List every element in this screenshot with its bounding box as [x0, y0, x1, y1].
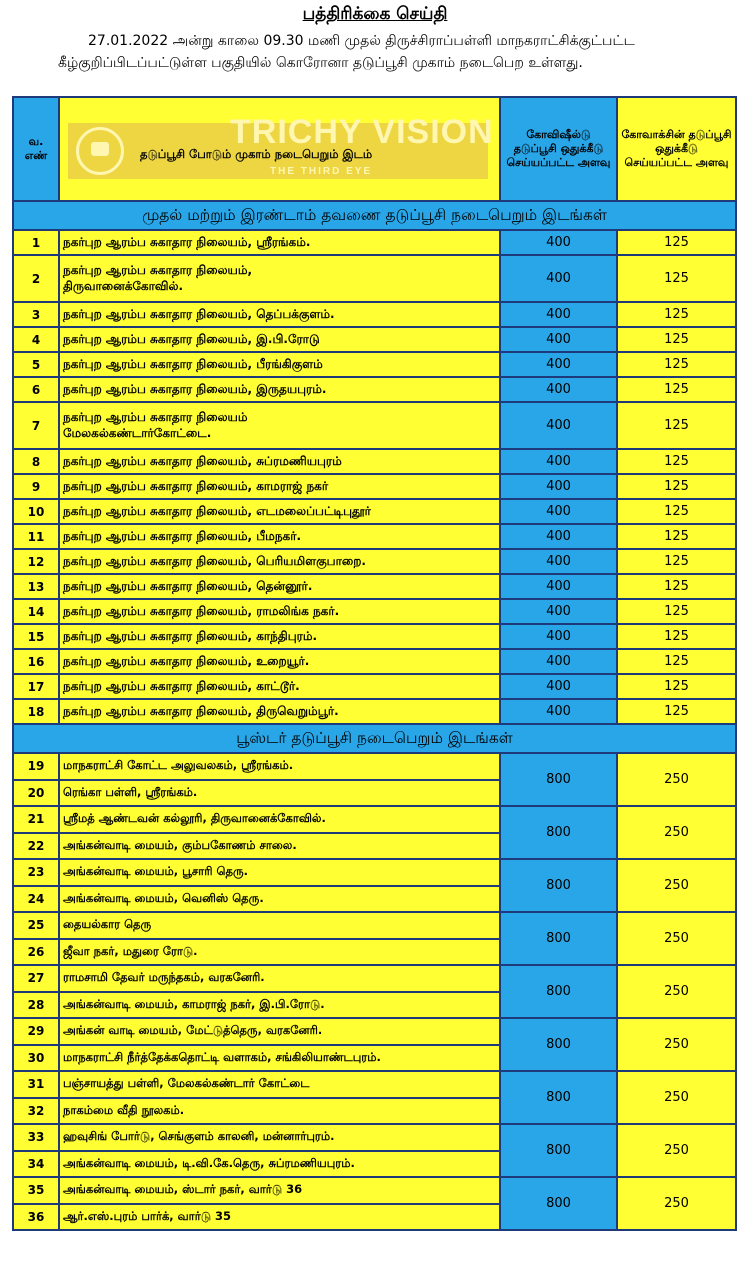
row-place — [59, 699, 500, 724]
row-number: 24 — [13, 886, 59, 913]
place-line: நகர்புற ஆரம்ப சுகாதார நிலையம், இ.பி.ரோடு — [63, 331, 320, 346]
row-number: 19 — [13, 753, 59, 780]
covaxin-qty: 125 — [617, 255, 736, 302]
place-line-2: திருவானைக்கோவில். — [63, 278, 184, 293]
covishield-qty: 400 — [500, 230, 617, 255]
header-place-label: தடுப்பூசி போடும் முகாம் நடைபெறும் இடம் — [140, 147, 373, 161]
covishield-qty: 800 — [500, 806, 617, 859]
covishield-qty: 400 — [500, 449, 617, 474]
row-place: பஞ்சாயத்து பள்ளி, மேலகல்கண்டார் கோட்டை — [59, 1071, 500, 1098]
place-line: நகர்புற ஆரம்ப சுகாதார நிலையம், தெப்பக்குளம். — [63, 306, 335, 321]
covaxin-qty: 125 — [617, 327, 736, 352]
row-number: 26 — [13, 939, 59, 966]
covaxin-qty: 125 — [617, 302, 736, 327]
row-place — [59, 402, 500, 449]
vaccination-table — [12, 96, 737, 1231]
row-place — [59, 624, 500, 649]
page-title: பத்திரிக்கை செய்தி — [302, 4, 448, 24]
place-line: நகர்புற ஆரம்ப சுகாதார நிலையம், ஸ்ரீரங்கம். — [63, 234, 311, 249]
row-number: 27 — [13, 965, 59, 992]
row-number: 14 — [13, 599, 59, 624]
row-place: மாநகராட்சி கோட்ட அலுவலகம், ஸ்ரீரங்கம். — [59, 753, 500, 780]
row-number: 23 — [13, 859, 59, 886]
covishield-qty: 400 — [500, 574, 617, 599]
covaxin-qty: 250 — [617, 1177, 736, 1230]
covaxin-qty: 125 — [617, 599, 736, 624]
covishield-qty: 800 — [500, 1071, 617, 1124]
row-place: அங்கன்வாடி மையம், பூசாரி தெரு. — [59, 859, 500, 886]
row-number: 22 — [13, 833, 59, 860]
row-number: 18 — [13, 699, 59, 724]
covishield-qty: 400 — [500, 302, 617, 327]
covishield-qty: 400 — [500, 377, 617, 402]
row-place — [59, 649, 500, 674]
intro-text — [58, 30, 748, 74]
covishield-qty: 400 — [500, 352, 617, 377]
place-line: நகர்புற ஆரம்ப சுகாதார நிலையம், காந்திபுரம். — [63, 628, 318, 643]
table-row — [13, 449, 736, 474]
row-place — [59, 327, 500, 352]
table-row — [13, 699, 736, 724]
covishield-qty: 800 — [500, 1018, 617, 1071]
table-row — [13, 402, 736, 449]
covaxin-qty: 125 — [617, 574, 736, 599]
place-line: நகர்புற ஆரம்ப சுகாதார நிலையம், இருதயபுரம். — [63, 381, 327, 396]
place-line: நகர்புற ஆரம்ப சுகாதார நிலையம், ராமலிங்க நகர். — [63, 603, 340, 618]
covaxin-qty: 250 — [617, 912, 736, 965]
covaxin-qty: 250 — [617, 859, 736, 912]
row-number: 30 — [13, 1045, 59, 1072]
covaxin-qty: 250 — [617, 1071, 736, 1124]
table-row — [13, 302, 736, 327]
place-line: நகர்புற ஆரம்ப சுகாதார நிலையம், காட்டூர். — [63, 678, 300, 693]
row-place: மாநகராட்சி நீர்த்தேக்கதொட்டி வளாகம், சங்கிலியாண்டபுரம். — [59, 1045, 500, 1072]
covaxin-qty: 125 — [617, 449, 736, 474]
row-number: 28 — [13, 992, 59, 1019]
place-line: நகர்புற ஆரம்ப சுகாதார நிலையம், திருவெறும்பூர். — [63, 703, 339, 718]
table-row — [13, 255, 736, 302]
row-place: அங்கன்வாடி மையம், காமராஜ் நகர், இ.பி.ரோடு. — [59, 992, 500, 1019]
row-place: ரெங்கா பள்ளி, ஸ்ரீரங்கம். — [59, 780, 500, 807]
row-number: 3 — [13, 302, 59, 327]
covaxin-qty: 125 — [617, 230, 736, 255]
row-place — [59, 377, 500, 402]
section-row — [13, 201, 736, 230]
row-number: 15 — [13, 624, 59, 649]
header-covishield: கோவிஷீல்டு தடுப்பூசி ஒதுக்கீடு செய்யப்பட்ட அளவு — [500, 97, 617, 201]
covishield-qty: 400 — [500, 549, 617, 574]
section-2-title: பூஸ்டர் தடுப்பூசி நடைபெறும் இடங்கள் — [13, 724, 736, 753]
header-sno: வ. எண் — [13, 97, 59, 201]
row-place: ராமசாமி தேவர் மருந்தகம், வரகனேரி. — [59, 965, 500, 992]
row-place — [59, 352, 500, 377]
row-number: 16 — [13, 649, 59, 674]
covishield-qty: 800 — [500, 859, 617, 912]
row-number: 6 — [13, 377, 59, 402]
covishield-qty: 400 — [500, 255, 617, 302]
table-row — [13, 1177, 736, 1204]
row-place — [59, 449, 500, 474]
row-place: அங்கன்வாடி மையம், டி.வி.கே.தெரு, சுப்ரமணியபுரம். — [59, 1151, 500, 1178]
place-line: நகர்புற ஆரம்ப சுகாதார நிலையம் — [63, 409, 248, 424]
section-row — [13, 724, 736, 753]
place-line: நகர்புற ஆரம்ப சுகாதார நிலையம், — [63, 262, 253, 277]
table-row — [13, 574, 736, 599]
row-number: 1 — [13, 230, 59, 255]
row-number: 17 — [13, 674, 59, 699]
table-row — [13, 1018, 736, 1045]
eye-logo-icon — [76, 127, 124, 175]
row-place: ஸ்ரீமத் ஆண்டவன் கல்லூரி, திருவானைக்கோவில். — [59, 806, 500, 833]
table-row — [13, 753, 736, 780]
row-place: அங்கன்வாடி மையம், கும்பகோணம் சாலை. — [59, 833, 500, 860]
covishield-qty: 400 — [500, 524, 617, 549]
row-place — [59, 474, 500, 499]
row-number: 4 — [13, 327, 59, 352]
table-row — [13, 474, 736, 499]
covaxin-qty: 250 — [617, 1124, 736, 1177]
covaxin-qty: 250 — [617, 806, 736, 859]
row-number: 21 — [13, 806, 59, 833]
covaxin-qty: 125 — [617, 524, 736, 549]
row-place: ஜீவா நகர், மதுரை ரோடு. — [59, 939, 500, 966]
table-row — [13, 352, 736, 377]
row-number: 20 — [13, 780, 59, 807]
header-covaxin: கோவாக்சின் தடுப்பூசி ஒதுக்கீடு செய்யப்பட்ட அளவு — [617, 97, 736, 201]
place-line-2: மேலகல்கண்டார்கோட்டை. — [63, 425, 212, 440]
row-place: தையல்கார தெரு — [59, 912, 500, 939]
place-line: நகர்புற ஆரம்ப சுகாதார நிலையம், தென்னூர். — [63, 578, 313, 593]
covaxin-qty: 125 — [617, 624, 736, 649]
table-row — [13, 859, 736, 886]
row-number: 5 — [13, 352, 59, 377]
row-place — [59, 599, 500, 624]
table-row — [13, 965, 736, 992]
covishield-qty: 400 — [500, 402, 617, 449]
covaxin-qty: 125 — [617, 377, 736, 402]
row-number: 34 — [13, 1151, 59, 1178]
table-row — [13, 599, 736, 624]
covaxin-qty: 125 — [617, 674, 736, 699]
table-row — [13, 524, 736, 549]
table-row — [13, 377, 736, 402]
place-line: நகர்புற ஆரம்ப சுகாதார நிலையம், சுப்ரமணியபுரம் — [63, 453, 342, 468]
row-place — [59, 674, 500, 699]
watermark — [60, 111, 499, 187]
covaxin-qty: 125 — [617, 699, 736, 724]
table-row — [13, 230, 736, 255]
table-row — [13, 499, 736, 524]
table-row — [13, 1071, 736, 1098]
row-number: 25 — [13, 912, 59, 939]
intro-line-1: 27.01.2022 அன்று காலை 09.30 மணி முதல் திருச்சிராப்பள்ளி மாநகராட்சிக்குட்பட்ட — [88, 33, 635, 49]
row-number: 36 — [13, 1204, 59, 1231]
row-number: 9 — [13, 474, 59, 499]
row-number: 11 — [13, 524, 59, 549]
row-place — [59, 499, 500, 524]
table-row — [13, 1124, 736, 1151]
covishield-qty: 400 — [500, 499, 617, 524]
watermark-tagline: THE THIRD EYE — [270, 166, 373, 177]
row-place: ஹவுசிங் போர்டு, செங்குளம் காலனி, மன்னார்புரம். — [59, 1124, 500, 1151]
row-number: 8 — [13, 449, 59, 474]
row-place: நாகம்மை வீதி நூலகம். — [59, 1098, 500, 1125]
covaxin-qty: 250 — [617, 1018, 736, 1071]
table-row — [13, 549, 736, 574]
table-row — [13, 327, 736, 352]
covishield-qty: 800 — [500, 912, 617, 965]
covaxin-qty: 125 — [617, 352, 736, 377]
covaxin-qty: 125 — [617, 499, 736, 524]
covishield-qty: 400 — [500, 699, 617, 724]
table-row — [13, 624, 736, 649]
row-number: 12 — [13, 549, 59, 574]
row-place: அங்கன்வாடி மையம், வெனிஸ் தெரு. — [59, 886, 500, 913]
intro-line-2: கீழ்குறிப்பிடப்பட்டுள்ள பகுதியில் கொரோனா தடுப்பூசி முகாம் நடைபெற உள்ளது. — [58, 55, 583, 71]
row-number: 13 — [13, 574, 59, 599]
table-row — [13, 649, 736, 674]
row-place: அங்கன்வாடி மையம், ஸ்டார் நகர், வார்டு 36 — [59, 1177, 500, 1204]
table-row — [13, 912, 736, 939]
covaxin-qty: 125 — [617, 474, 736, 499]
covishield-qty: 800 — [500, 1124, 617, 1177]
covaxin-qty: 125 — [617, 549, 736, 574]
row-number: 2 — [13, 255, 59, 302]
covishield-qty: 800 — [500, 965, 617, 1018]
place-line: நகர்புற ஆரம்ப சுகாதார நிலையம், காமராஜ் நகர் — [63, 478, 329, 493]
covaxin-qty: 250 — [617, 753, 736, 806]
row-place: ஆர்.எஸ்.புரம் பார்க், வார்டு 35 — [59, 1204, 500, 1231]
place-line: நகர்புற ஆரம்ப சுகாதார நிலையம், பீமநகர். — [63, 528, 302, 543]
row-number: 31 — [13, 1071, 59, 1098]
table-row — [13, 674, 736, 699]
covishield-qty: 400 — [500, 649, 617, 674]
covishield-qty: 400 — [500, 327, 617, 352]
covishield-qty: 400 — [500, 624, 617, 649]
header-place — [59, 97, 500, 201]
covishield-qty: 800 — [500, 1177, 617, 1230]
row-number: 33 — [13, 1124, 59, 1151]
row-place — [59, 574, 500, 599]
row-place: அங்கன் வாடி மையம், மேட்டுத்தெரு, வரகனேரி. — [59, 1018, 500, 1045]
watermark-brand: TRICHY VISION — [230, 113, 494, 151]
covishield-qty: 400 — [500, 674, 617, 699]
place-line: நகர்புற ஆரம்ப சுகாதார நிலையம், பீரங்கிகுளம் — [63, 356, 323, 371]
covaxin-qty: 125 — [617, 649, 736, 674]
place-line: நகர்புற ஆரம்ப சுகாதார நிலையம், பெரியமிளகுபாறை. — [63, 553, 366, 568]
row-place — [59, 549, 500, 574]
row-number: 7 — [13, 402, 59, 449]
place-line: நகர்புற ஆரம்ப சுகாதார நிலையம், உறையூர். — [63, 653, 310, 668]
row-place — [59, 302, 500, 327]
covaxin-qty: 125 — [617, 402, 736, 449]
covishield-qty: 800 — [500, 753, 617, 806]
row-place — [59, 255, 500, 302]
place-line: நகர்புற ஆரம்ப சுகாதார நிலையம், எடமலைப்பட்டிபுதூர் — [63, 503, 371, 518]
table-row — [13, 806, 736, 833]
covishield-qty: 400 — [500, 599, 617, 624]
covishield-qty: 400 — [500, 474, 617, 499]
section-1-title: முதல் மற்றும் இரண்டாம் தவணை தடுப்பூசி நடைபெறும் இடங்கள் — [13, 201, 736, 230]
row-number: 32 — [13, 1098, 59, 1125]
row-place — [59, 524, 500, 549]
covaxin-qty: 250 — [617, 965, 736, 1018]
row-number: 10 — [13, 499, 59, 524]
row-number: 29 — [13, 1018, 59, 1045]
row-place — [59, 230, 500, 255]
row-number: 35 — [13, 1177, 59, 1204]
